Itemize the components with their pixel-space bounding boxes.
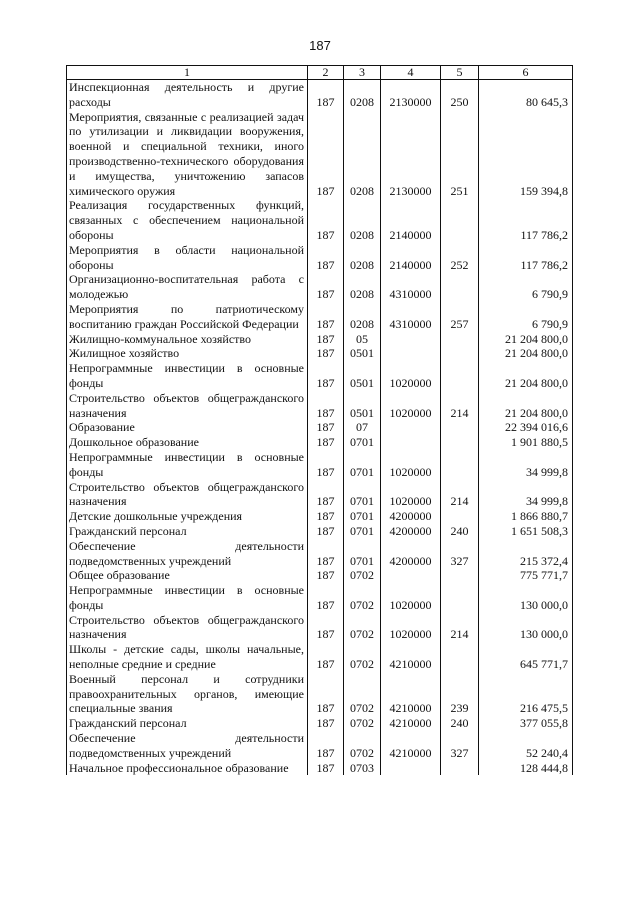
row-col-2: 187 xyxy=(308,642,344,672)
row-name: Начальное профессиональное образование xyxy=(67,761,308,776)
row-col-4: 4210000 xyxy=(381,672,441,716)
row-col-5 xyxy=(441,361,479,391)
row-col-2: 187 xyxy=(308,509,344,524)
row-name: Образование xyxy=(67,420,308,435)
row-col-5 xyxy=(441,332,479,347)
row-col-3: 0208 xyxy=(344,272,381,302)
table-row xyxy=(67,716,573,731)
row-amount: 216 475,5 xyxy=(479,672,573,716)
row-col-3: 0701 xyxy=(344,450,381,480)
row-col-4: 1020000 xyxy=(381,480,441,510)
row-col-5 xyxy=(441,420,479,435)
row-col-3: 0501 xyxy=(344,346,381,361)
row-col-2: 187 xyxy=(308,80,344,110)
row-col-2: 187 xyxy=(308,391,344,421)
row-col-4: 4200000 xyxy=(381,509,441,524)
row-col-2: 187 xyxy=(308,613,344,643)
row-name: Строительство объектов общегражданского назначения xyxy=(67,391,308,421)
header-row xyxy=(67,66,573,80)
table-row xyxy=(67,509,573,524)
row-col-2: 187 xyxy=(308,110,344,199)
header-col-2: 2 xyxy=(308,66,344,80)
row-col-5: 251 xyxy=(441,110,479,199)
row-name: Обеспечение деятельности подведомственных учреждений xyxy=(67,539,308,569)
table-row xyxy=(67,361,573,391)
row-col-2: 187 xyxy=(308,272,344,302)
row-col-3: 0208 xyxy=(344,110,381,199)
row-amount: 775 771,7 xyxy=(479,568,573,583)
row-col-4 xyxy=(381,761,441,776)
page-number: 187 xyxy=(309,38,331,53)
row-col-2: 187 xyxy=(308,450,344,480)
row-col-3: 0701 xyxy=(344,435,381,450)
table-row xyxy=(67,391,573,421)
header-col-4: 4 xyxy=(381,66,441,80)
table-row xyxy=(67,110,573,199)
table-row xyxy=(67,480,573,510)
row-col-5 xyxy=(441,509,479,524)
row-col-4: 2130000 xyxy=(381,80,441,110)
row-amount: 80 645,3 xyxy=(479,80,573,110)
row-name: Организационно-воспитательная работа с молодежью xyxy=(67,272,308,302)
row-col-3: 0703 xyxy=(344,761,381,776)
row-col-4 xyxy=(381,420,441,435)
row-col-5: 214 xyxy=(441,613,479,643)
table-row xyxy=(67,524,573,539)
row-name: Реализация государственных функций, связанных с обеспечением национальной обороны xyxy=(67,198,308,242)
row-col-2: 187 xyxy=(308,420,344,435)
table-row xyxy=(67,761,573,776)
row-col-5 xyxy=(441,568,479,583)
row-amount: 117 786,2 xyxy=(479,243,573,273)
row-col-5: 214 xyxy=(441,391,479,421)
row-name: Обеспечение деятельности подведомственных учреждений xyxy=(67,731,308,761)
row-col-5 xyxy=(441,272,479,302)
row-name: Военный персонал и сотрудники правоохранительных органов, имеющие специальные звания xyxy=(67,672,308,716)
row-amount: 130 000,0 xyxy=(479,613,573,643)
row-name: Непрограммные инвестиции в основные фонды xyxy=(67,361,308,391)
row-name: Детские дошкольные учреждения xyxy=(67,509,308,524)
row-col-3: 0701 xyxy=(344,539,381,569)
row-col-4: 4210000 xyxy=(381,716,441,731)
row-col-4: 4200000 xyxy=(381,539,441,569)
row-col-4: 4310000 xyxy=(381,302,441,332)
row-amount: 1 651 508,3 xyxy=(479,524,573,539)
table-row xyxy=(67,420,573,435)
row-col-2: 187 xyxy=(308,731,344,761)
row-col-2: 187 xyxy=(308,761,344,776)
row-name: Мероприятия, связанные с реализацией задач по утилизации и ликвидации вооружения, военной и специальной техники, иного производственно-технического оборудования и имущества, уничтожению запасов химического оружия xyxy=(67,110,308,199)
row-col-3: 0701 xyxy=(344,480,381,510)
table-row xyxy=(67,80,573,110)
row-col-3: 0702 xyxy=(344,613,381,643)
row-col-4: 4200000 xyxy=(381,524,441,539)
row-amount: 6 790,9 xyxy=(479,302,573,332)
row-name: Жилищное хозяйство xyxy=(67,346,308,361)
header-col-1: 1 xyxy=(67,66,308,80)
row-name: Мероприятия по патриотическому воспитанию граждан Российской Федерации xyxy=(67,302,308,332)
table-row xyxy=(67,332,573,347)
row-col-5 xyxy=(441,346,479,361)
row-col-3: 0702 xyxy=(344,568,381,583)
row-col-3: 0701 xyxy=(344,509,381,524)
row-col-4: 2140000 xyxy=(381,243,441,273)
row-col-3: 0702 xyxy=(344,716,381,731)
row-col-4: 4210000 xyxy=(381,642,441,672)
row-col-4 xyxy=(381,332,441,347)
row-amount: 159 394,8 xyxy=(479,110,573,199)
row-name: Строительство объектов общегражданского назначения xyxy=(67,480,308,510)
row-name: Мероприятия в области национальной обороны xyxy=(67,243,308,273)
row-col-4: 4210000 xyxy=(381,731,441,761)
row-col-3: 0208 xyxy=(344,243,381,273)
row-col-4: 1020000 xyxy=(381,391,441,421)
table-row xyxy=(67,450,573,480)
row-col-3: 0702 xyxy=(344,731,381,761)
row-col-2: 187 xyxy=(308,332,344,347)
table-row xyxy=(67,346,573,361)
row-col-3: 05 xyxy=(344,332,381,347)
row-amount: 21 204 800,0 xyxy=(479,332,573,347)
row-col-5: 327 xyxy=(441,539,479,569)
table-row xyxy=(67,302,573,332)
row-col-2: 187 xyxy=(308,361,344,391)
row-col-5: 250 xyxy=(441,80,479,110)
row-col-3: 0702 xyxy=(344,642,381,672)
row-col-2: 187 xyxy=(308,435,344,450)
row-col-4: 1020000 xyxy=(381,450,441,480)
row-amount: 128 444,8 xyxy=(479,761,573,776)
row-col-2: 187 xyxy=(308,539,344,569)
row-col-4 xyxy=(381,568,441,583)
row-col-5: 214 xyxy=(441,480,479,510)
header-col-6: 6 xyxy=(479,66,573,80)
row-amount: 34 999,8 xyxy=(479,450,573,480)
row-col-2: 187 xyxy=(308,716,344,731)
row-col-2: 187 xyxy=(308,198,344,242)
table-row xyxy=(67,272,573,302)
row-col-3: 0701 xyxy=(344,524,381,539)
row-name: Дошкольное образование xyxy=(67,435,308,450)
row-name: Инспекционная деятельность и другие расходы xyxy=(67,80,308,110)
row-col-3: 0501 xyxy=(344,391,381,421)
row-name: Непрограммные инвестиции в основные фонды xyxy=(67,450,308,480)
row-amount: 1 866 880,7 xyxy=(479,509,573,524)
row-col-2: 187 xyxy=(308,672,344,716)
table-row xyxy=(67,672,573,716)
row-amount: 21 204 800,0 xyxy=(479,361,573,391)
row-amount: 21 204 800,0 xyxy=(479,346,573,361)
table-row xyxy=(67,243,573,273)
row-col-4: 2130000 xyxy=(381,110,441,199)
row-name: Строительство объектов общегражданского назначения xyxy=(67,613,308,643)
row-amount: 645 771,7 xyxy=(479,642,573,672)
row-col-5: 240 xyxy=(441,524,479,539)
row-col-3: 0208 xyxy=(344,302,381,332)
row-col-4: 2140000 xyxy=(381,198,441,242)
row-amount: 21 204 800,0 xyxy=(479,391,573,421)
row-name: Общее образование xyxy=(67,568,308,583)
table-row xyxy=(67,642,573,672)
row-col-3: 07 xyxy=(344,420,381,435)
row-col-4 xyxy=(381,435,441,450)
row-col-2: 187 xyxy=(308,346,344,361)
row-col-5: 240 xyxy=(441,716,479,731)
row-col-4: 1020000 xyxy=(381,583,441,613)
row-amount: 1 901 880,5 xyxy=(479,435,573,450)
row-col-2: 187 xyxy=(308,243,344,273)
row-col-2: 187 xyxy=(308,524,344,539)
table-row xyxy=(67,613,573,643)
budget-table xyxy=(66,65,573,775)
table-row xyxy=(67,583,573,613)
row-col-4: 4310000 xyxy=(381,272,441,302)
row-col-3: 0208 xyxy=(344,80,381,110)
row-col-5: 257 xyxy=(441,302,479,332)
row-amount: 117 786,2 xyxy=(479,198,573,242)
table-row xyxy=(67,568,573,583)
row-amount: 215 372,4 xyxy=(479,539,573,569)
table-row xyxy=(67,731,573,761)
row-amount: 52 240,4 xyxy=(479,731,573,761)
header-col-3: 3 xyxy=(344,66,381,80)
table-row xyxy=(67,198,573,242)
table-row xyxy=(67,435,573,450)
row-name: Жилищно-коммунальное хозяйство xyxy=(67,332,308,347)
row-amount: 34 999,8 xyxy=(479,480,573,510)
row-name: Непрограммные инвестиции в основные фонды xyxy=(67,583,308,613)
row-col-3: 0501 xyxy=(344,361,381,391)
row-col-4: 1020000 xyxy=(381,361,441,391)
row-col-2: 187 xyxy=(308,302,344,332)
row-col-2: 187 xyxy=(308,568,344,583)
row-col-3: 0702 xyxy=(344,672,381,716)
row-amount: 6 790,9 xyxy=(479,272,573,302)
row-col-5 xyxy=(441,435,479,450)
row-name: Гражданский персонал xyxy=(67,524,308,539)
row-col-5 xyxy=(441,583,479,613)
row-name: Гражданский персонал xyxy=(67,716,308,731)
row-col-5: 327 xyxy=(441,731,479,761)
row-col-5 xyxy=(441,761,479,776)
row-col-5: 239 xyxy=(441,672,479,716)
row-col-4: 1020000 xyxy=(381,613,441,643)
row-col-5 xyxy=(441,198,479,242)
row-name: Школы - детские сады, школы начальные, неполные средние и средние xyxy=(67,642,308,672)
row-col-4 xyxy=(381,346,441,361)
row-col-2: 187 xyxy=(308,480,344,510)
header-col-5: 5 xyxy=(441,66,479,80)
row-col-5: 252 xyxy=(441,243,479,273)
row-col-3: 0702 xyxy=(344,583,381,613)
row-amount: 130 000,0 xyxy=(479,583,573,613)
row-amount: 22 394 016,6 xyxy=(479,420,573,435)
row-col-3: 0208 xyxy=(344,198,381,242)
row-amount: 377 055,8 xyxy=(479,716,573,731)
table-body xyxy=(67,80,573,776)
row-col-5 xyxy=(441,450,479,480)
row-col-2: 187 xyxy=(308,583,344,613)
table-row xyxy=(67,539,573,569)
row-col-5 xyxy=(441,642,479,672)
